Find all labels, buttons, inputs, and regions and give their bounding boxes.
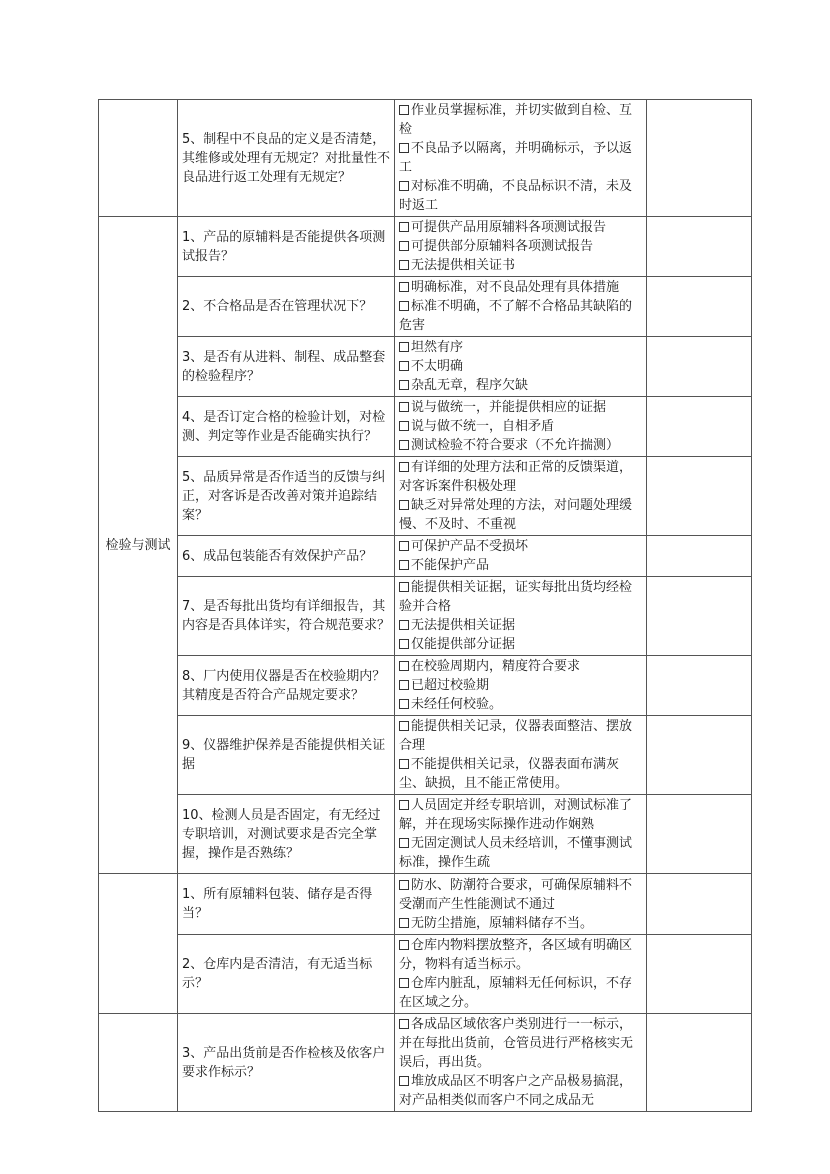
question-cell: 6、成品包装能否有效保护产品？	[178, 536, 395, 577]
checkbox-icon[interactable]	[399, 143, 409, 153]
option-label: 已超过校验期	[411, 678, 490, 693]
option-item	[399, 398, 642, 417]
option-item	[399, 278, 642, 297]
options-cell	[395, 577, 647, 656]
audit-table-body	[99, 100, 752, 1112]
checkbox-icon[interactable]	[399, 582, 409, 592]
option-label: 坦然有序	[411, 340, 464, 355]
option-item	[399, 717, 642, 755]
options-cell	[395, 217, 647, 277]
category-cell: 检验与测试	[99, 217, 178, 874]
option-label: 对标准不明确，不良品标识不清，未及时返工	[399, 179, 633, 213]
checkbox-icon[interactable]	[399, 105, 409, 115]
table-row	[99, 397, 752, 457]
checkbox-icon[interactable]	[399, 721, 409, 731]
option-item	[399, 458, 642, 496]
table-row	[99, 536, 752, 577]
question-cell: 4、是否订定合格的检验计划，对检测、判定等作业是否能确实执行？	[178, 397, 395, 457]
checkbox-icon[interactable]	[399, 222, 409, 232]
checkbox-icon[interactable]	[399, 838, 409, 848]
score-cell[interactable]	[647, 217, 752, 277]
table-row	[99, 577, 752, 656]
option-label: 在校验周期内，精度符合要求	[411, 659, 581, 674]
score-cell[interactable]	[647, 577, 752, 656]
option-item	[399, 256, 642, 275]
options-cell	[395, 795, 647, 874]
checkbox-icon[interactable]	[399, 940, 409, 950]
question-cell: 3、是否有从进料、制程、成品整套的检验程序？	[178, 337, 395, 397]
checkbox-icon[interactable]	[399, 978, 409, 988]
checkbox-icon[interactable]	[399, 402, 409, 412]
option-item	[399, 218, 642, 237]
option-label: 说与做统一，并能提供相应的证据	[411, 400, 607, 415]
option-item	[399, 436, 642, 455]
option-label: 缺乏对异常处理的方法，对问题处理缓慢、不及时、不重视	[399, 498, 633, 532]
option-item	[399, 357, 642, 376]
option-item	[399, 936, 642, 974]
option-item	[399, 417, 642, 436]
option-item	[399, 616, 642, 635]
checkbox-icon[interactable]	[399, 880, 409, 890]
checkbox-icon[interactable]	[399, 661, 409, 671]
option-label: 可保护产品不受损坏	[411, 539, 529, 554]
category-cell	[99, 100, 178, 217]
option-item	[399, 578, 642, 616]
checkbox-icon[interactable]	[399, 699, 409, 709]
option-item	[399, 177, 642, 215]
question-cell: 1、产品的原辅料是否能提供各项测试报告？	[178, 217, 395, 277]
supplier-audit-table	[98, 99, 752, 1112]
score-cell[interactable]	[647, 337, 752, 397]
option-item	[399, 556, 642, 575]
score-cell[interactable]	[647, 656, 752, 716]
score-cell[interactable]	[647, 795, 752, 874]
option-label: 说与做不统一，自相矛盾	[411, 419, 555, 434]
options-cell	[395, 656, 647, 716]
checkbox-icon[interactable]	[399, 440, 409, 450]
options-cell	[395, 935, 647, 1014]
option-item	[399, 834, 642, 872]
question-cell: 2、不合格品是否在管理状况下？	[178, 277, 395, 337]
checkbox-icon[interactable]	[399, 1076, 409, 1086]
table-row	[99, 337, 752, 397]
checkbox-icon[interactable]	[399, 800, 409, 810]
table-row	[99, 457, 752, 536]
table-row	[99, 874, 752, 935]
option-label: 明确标准，对不良品处理有具体措施	[411, 280, 620, 295]
option-label: 不能提供相关记录，仪器表面布满灰尘、缺损，且不能正常使用。	[399, 757, 620, 791]
category-cell	[99, 874, 178, 1014]
question-cell: 3、产品出货前是否作检核及依客户要求作标示？	[178, 1014, 395, 1112]
option-item	[399, 1015, 642, 1072]
options-cell	[395, 337, 647, 397]
option-label: 可提供部分原辅料各项测试报告	[411, 239, 594, 254]
option-item	[399, 297, 642, 335]
score-cell[interactable]	[647, 716, 752, 795]
option-label: 有详细的处理方法和正常的反馈渠道，对客诉案件积极处理	[399, 460, 633, 494]
option-label: 堆放成品区不明客户之产品极易搞混，对产品相类似而客户不同之成品无	[399, 1074, 633, 1108]
table-row	[99, 795, 752, 874]
option-label: 无法提供相关证据	[411, 618, 516, 633]
option-item	[399, 101, 642, 139]
options-cell	[395, 1014, 647, 1112]
option-label: 无法提供相关证书	[411, 258, 516, 273]
option-item	[399, 876, 642, 914]
score-cell[interactable]	[647, 397, 752, 457]
option-label: 能提供相关记录，仪器表面整洁、摆放合理	[399, 719, 633, 753]
checkbox-icon[interactable]	[399, 181, 409, 191]
checkbox-icon[interactable]	[399, 759, 409, 769]
table-row	[99, 1014, 752, 1112]
score-cell[interactable]	[647, 457, 752, 536]
checkbox-icon[interactable]	[399, 918, 409, 928]
option-item	[399, 496, 642, 534]
checkbox-icon[interactable]	[399, 421, 409, 431]
option-item	[399, 635, 642, 654]
option-label: 测试检验不符合要求（不允许揣测）	[411, 438, 620, 453]
question-cell: 2、仓库内是否清洁，有无适当标示？	[178, 935, 395, 1014]
question-cell: 10、检测人员是否固定，有无经过专职培训，对测试要求是否完全掌握，操作是否熟练？	[178, 795, 395, 874]
checkbox-icon[interactable]	[399, 380, 409, 390]
checkbox-icon[interactable]	[399, 560, 409, 570]
checkbox-icon[interactable]	[399, 301, 409, 311]
options-cell	[395, 397, 647, 457]
option-label: 防水、防潮符合要求，可确保原辅料不受潮而产生性能测试不通过	[399, 877, 633, 912]
option-item	[399, 376, 642, 395]
option-label: 不太明确	[411, 359, 464, 374]
option-label: 作业员掌握标准，并切实做到自检、互检	[399, 103, 633, 137]
checkbox-icon[interactable]	[399, 541, 409, 551]
question-cell: 7、是否每批出货均有详细报告，其内容是否具体详实，符合规范要求？	[178, 577, 395, 656]
options-cell	[395, 874, 647, 935]
option-item	[399, 755, 642, 793]
table-row	[99, 656, 752, 716]
option-label: 人员固定并经专职培训，对测试标准了解，并在现场实际操作进动作娴熟	[399, 798, 633, 832]
score-cell[interactable]	[647, 874, 752, 935]
option-label: 各成品区域依客户类别进行一一标示，并在每批出货前，仓管员进行严格核实无误后，再出货。	[399, 1017, 634, 1070]
option-item	[399, 1072, 642, 1110]
table-row	[99, 716, 752, 795]
checkbox-icon[interactable]	[399, 500, 409, 510]
option-label: 未经任何校验。	[411, 697, 503, 712]
option-label: 仓库内脏乱，原辅料无任何标识，不存在区域之分。	[399, 976, 633, 1010]
option-item	[399, 657, 642, 676]
question-cell: 8、厂内使用仪器是否在校验期内？其精度是否符合产品规定要求？	[178, 656, 395, 716]
options-cell	[395, 716, 647, 795]
score-cell[interactable]	[647, 935, 752, 1014]
checkbox-icon[interactable]	[399, 260, 409, 270]
score-cell[interactable]	[647, 100, 752, 217]
option-item	[399, 914, 642, 933]
question-cell: 5、制程中不良品的定义是否清楚，其维修或处理有无规定？对批量性不良品进行返工处理有无规定？	[178, 100, 395, 217]
option-item	[399, 338, 642, 357]
checkbox-icon[interactable]	[399, 361, 409, 371]
checkbox-icon[interactable]	[399, 241, 409, 251]
option-item	[399, 139, 642, 177]
option-item	[399, 974, 642, 1012]
option-label: 仓库内物料摆放整齐，各区域有明确区分，物料有适当标示。	[399, 938, 633, 972]
table-row	[99, 100, 752, 217]
option-label: 标准不明确，不了解不合格品其缺陷的危害	[399, 299, 633, 333]
option-item	[399, 796, 642, 834]
score-cell[interactable]	[647, 536, 752, 577]
option-label: 杂乱无章，程序欠缺	[411, 378, 529, 393]
checkbox-icon[interactable]	[399, 462, 409, 472]
score-cell[interactable]	[647, 277, 752, 337]
option-item	[399, 676, 642, 695]
option-item	[399, 695, 642, 714]
question-cell: 9、仪器维护保养是否能提供相关证据	[178, 716, 395, 795]
options-cell	[395, 536, 647, 577]
checkbox-icon[interactable]	[399, 620, 409, 630]
option-label: 能提供相关证据，证实每批出货均经检验并合格	[399, 580, 633, 614]
question-cell: 1、所有原辅料包装、储存是否得当？	[178, 874, 395, 935]
category-cell	[99, 1014, 178, 1112]
option-label: 仅能提供部分证据	[411, 637, 516, 652]
score-cell[interactable]	[647, 1014, 752, 1112]
checkbox-icon[interactable]	[399, 680, 409, 690]
checkbox-icon[interactable]	[399, 639, 409, 649]
table-row	[99, 217, 752, 277]
table-row	[99, 277, 752, 337]
checkbox-icon[interactable]	[399, 1019, 409, 1029]
question-cell: 5、品质异常是否作适当的反馈与纠正，对客诉是否改善对策并追踪结案？	[178, 457, 395, 536]
checkbox-icon[interactable]	[399, 342, 409, 352]
option-label: 无防尘措施，原辅料储存不当。	[411, 915, 594, 931]
option-item	[399, 537, 642, 556]
option-label: 无固定测试人员未经培训，不懂事测试标准，操作生疏	[399, 836, 633, 870]
options-cell	[395, 457, 647, 536]
table-row	[99, 935, 752, 1014]
checkbox-icon[interactable]	[399, 282, 409, 292]
option-label: 不能保护产品	[411, 558, 490, 573]
options-cell	[395, 100, 647, 217]
options-cell	[395, 277, 647, 337]
option-item	[399, 237, 642, 256]
option-label: 不良品予以隔离，并明确标示，予以返工	[399, 141, 633, 175]
option-label: 可提供产品用原辅料各项测试报告	[411, 220, 607, 235]
